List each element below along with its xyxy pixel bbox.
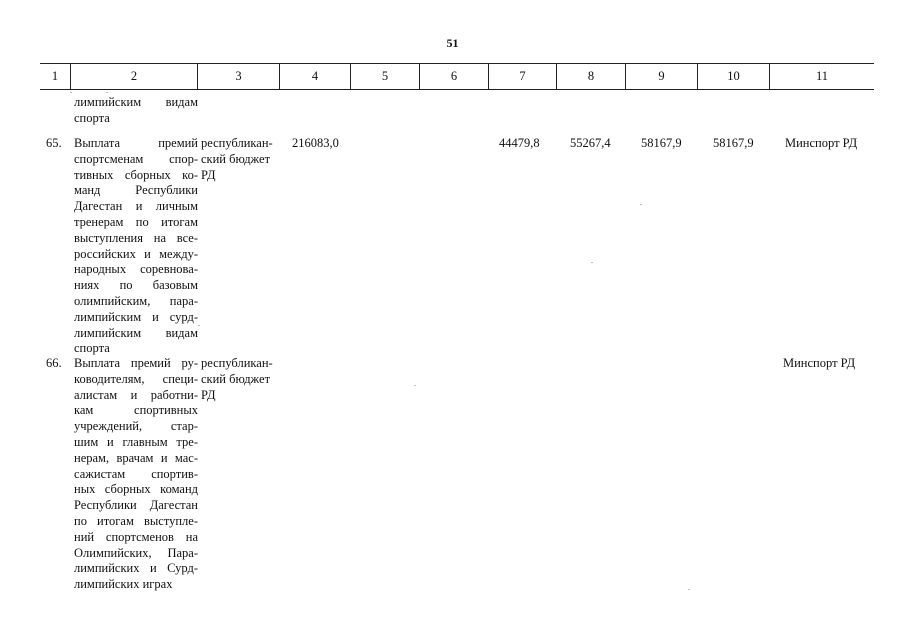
column-header-3: 3	[235, 69, 242, 83]
description-line: манд Республики	[74, 183, 198, 198]
description-line: сажистам спортив-	[74, 466, 198, 481]
description-line: спорта	[74, 110, 110, 125]
source-line: ский бюджет	[201, 371, 271, 386]
description-line: спорта	[74, 341, 110, 356]
row-funding-source	[201, 136, 281, 183]
description-line: по итогам выступле-	[74, 513, 198, 528]
description-line: Выплата премий	[74, 136, 198, 150]
row-description	[74, 356, 198, 593]
description-line: ний спортсменов на	[74, 529, 198, 544]
description-line: тивных сборных ко-	[74, 167, 198, 182]
table-top-border	[40, 63, 874, 64]
column-header-8: 8	[587, 69, 595, 83]
column-header-1: 1	[51, 69, 59, 83]
description-line: Выплата премий ру-	[74, 356, 198, 370]
source-line: РД	[201, 167, 216, 182]
page-number: 51	[446, 36, 459, 50]
row-value-col8: 55267,4	[570, 136, 611, 150]
row-value-col7: 44479,8	[499, 136, 540, 150]
column-header-10: 10	[727, 69, 740, 83]
source-line: РД	[201, 387, 216, 402]
column-header-9: 9	[658, 69, 665, 83]
row-responsible: Минспорт РД	[783, 356, 856, 370]
description-line: российских и между-	[74, 246, 198, 261]
description-line: лимпийским видам	[74, 95, 198, 109]
description-line: олимпийским, пара-	[74, 293, 198, 308]
description-line: спортсменам спор-	[74, 151, 198, 166]
description-line: лимпийским и сурд-	[74, 309, 198, 324]
source-line: республикан-	[201, 136, 273, 150]
row-description	[74, 136, 198, 357]
scan-speck	[414, 385, 416, 386]
row-total: 216083,0	[292, 136, 339, 150]
scan-speck	[640, 204, 642, 205]
column-header-4: 4	[311, 69, 319, 83]
row-responsible: Минспорт РД	[785, 136, 858, 150]
row-number: 65.	[46, 136, 62, 150]
row-value-col10: 58167,9	[713, 136, 754, 150]
column-header-11: 11	[815, 69, 829, 83]
source-line: республикан-	[201, 356, 273, 370]
continuation-description	[74, 95, 198, 127]
scan-speck	[688, 589, 690, 590]
description-line: ниях по базовым	[74, 278, 198, 293]
description-line: ководителям, специ-	[74, 371, 198, 386]
description-line: тренерам по итогам	[74, 214, 198, 229]
description-line: лимпийских играх	[74, 577, 173, 592]
column-header-5: 5	[381, 69, 389, 83]
scan-speck	[70, 92, 72, 93]
scan-speck	[198, 325, 200, 326]
description-line: Республики Дагестан	[74, 498, 198, 513]
source-line: ский бюджет	[201, 151, 271, 166]
description-line: алистам и работни-	[74, 387, 198, 402]
description-line: Олимпийских, Пара-	[74, 545, 198, 560]
scan-speck	[106, 92, 108, 93]
column-header-7: 7	[519, 69, 526, 83]
description-line: учреждений, стар-	[74, 419, 198, 434]
scan-speck	[591, 262, 593, 263]
description-line: выступления на все-	[74, 230, 198, 245]
description-line: лимпийским видам	[74, 325, 198, 340]
table-header-bottom-border	[40, 89, 874, 90]
row-value-col9: 58167,9	[641, 136, 682, 150]
row-funding-source	[201, 356, 281, 403]
column-header-6: 6	[450, 69, 458, 83]
description-line: шим и главным тре-	[74, 434, 198, 449]
column-header-2: 2	[130, 69, 138, 83]
description-line: народных соревнова-	[74, 262, 198, 277]
description-line: нерам, врачам и мас-	[74, 450, 198, 465]
description-line: лимпийских и Сурд-	[74, 561, 198, 576]
description-line: ных сборных команд	[74, 482, 198, 497]
row-number: 66.	[46, 356, 62, 370]
description-line: Дагестан и личным	[74, 199, 198, 214]
description-line: кам спортивных	[74, 403, 198, 418]
